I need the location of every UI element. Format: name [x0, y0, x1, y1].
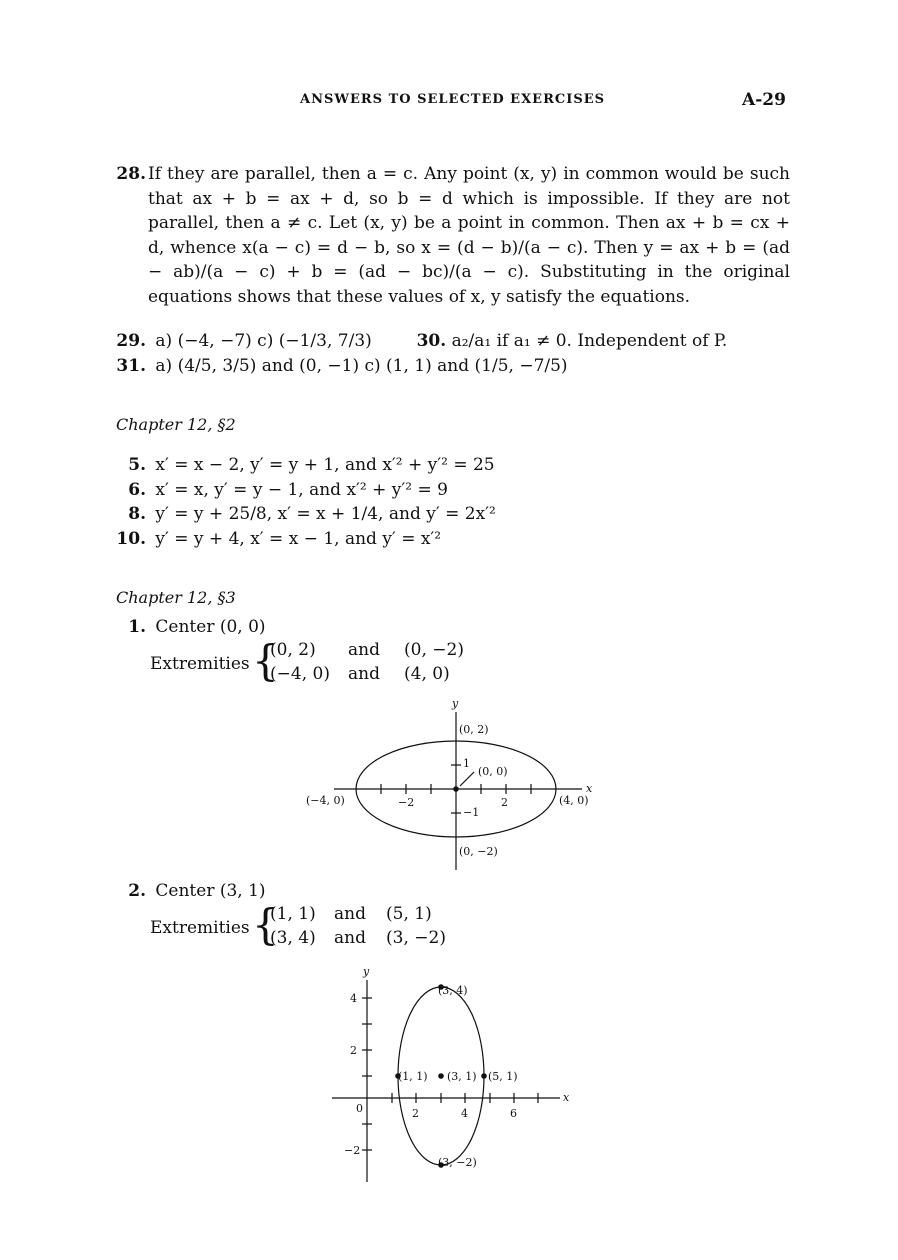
brace-glyph: { — [252, 900, 279, 949]
extremity-and: and — [348, 640, 380, 660]
right-point — [481, 1073, 487, 1079]
extremity-point: (0, −2) — [404, 640, 464, 660]
extremity-point: (3, 4) — [270, 928, 316, 948]
bottom-label: (0, −2) — [459, 845, 498, 858]
x-axis-label: x — [563, 1091, 570, 1104]
center-label: (3, 1) — [447, 1070, 477, 1083]
extremity-row — [270, 904, 530, 928]
right-label: (4, 0) — [559, 794, 589, 807]
center-label: (0, 0) — [478, 765, 508, 778]
right-label: (5, 1) — [488, 1070, 518, 1083]
tick-label: 0 — [356, 1102, 363, 1115]
tick-label: 1 — [463, 757, 470, 770]
exercise-text: y′ = y + 25/8, x′ = x + 1/4, and y′ = 2x′² — [155, 504, 496, 524]
center-text: Center (0, 0) — [155, 617, 266, 637]
exercise-number: 1. — [128, 617, 146, 637]
extremities-label: Extremities — [150, 654, 250, 674]
tick-label: −2 — [344, 1144, 361, 1157]
header-title: ANSWERS TO SELECTED EXERCISES — [300, 92, 606, 107]
center-text: Center (3, 1) — [155, 881, 266, 901]
ellipse-graph-2 — [320, 960, 580, 1190]
exercise-text: a) (4/5, 3/5) and (0, −1) c) (1, 1) and (1/5, −7/5) — [155, 356, 568, 376]
extremity-point: (0, 2) — [270, 640, 316, 660]
left-label: (−4, 0) — [306, 794, 345, 807]
exercise-number: 31. — [116, 356, 146, 376]
x-axis-label: x — [586, 782, 593, 795]
exercise-2-center — [110, 881, 266, 901]
y-axis-label: y — [452, 697, 459, 710]
section-heading: Chapter 12, §2 — [116, 415, 236, 434]
tick-label: −2 — [398, 796, 415, 809]
exercise-31 — [110, 356, 568, 376]
exercise-6 — [110, 480, 448, 500]
exercise-text: If they are parallel, then a = c. Any point (x, y) in common would be such that ax + b = ax + d, so b = d which is impossible. If they are not parallel, then a ≠ c. Let (x, y) be a point in common. Then ax + b = cx + d, whence x(a − c) = d − b, so x = (d − b)/(a − c). Then y = ax + b = (ad − ab)/(a − c) + b = (ad − bc)/(a − c). Substituting in the original equations shows that these values of x, y satisfy the equations. — [148, 164, 790, 307]
exercise-text: x′ = x, y′ = y − 1, and x′² + y′² = 9 — [155, 480, 448, 500]
left-label: (1, 1) — [398, 1070, 428, 1083]
extremity-row — [270, 928, 530, 952]
ellipse-graph-1 — [290, 690, 610, 880]
tick-label: 6 — [510, 1107, 517, 1120]
extremity-row — [270, 664, 530, 688]
top-label: (3, 4) — [438, 984, 468, 997]
center-point — [438, 1073, 444, 1079]
tick-label: 2 — [350, 1044, 357, 1057]
exercise-8 — [110, 504, 496, 524]
running-header — [0, 92, 898, 114]
page-number: A-29 — [742, 90, 786, 110]
y-axis-label: y — [363, 965, 370, 978]
extremity-row — [270, 640, 530, 664]
brace-glyph: { — [252, 636, 279, 685]
center-pointer — [460, 772, 474, 786]
exercise-text: x′ = x − 2, y′ = y + 1, and x′² + y′² = 25 — [155, 455, 495, 475]
extremity-point: (1, 1) — [270, 904, 316, 924]
exercise-text: a) (−4, −7) c) (−1/3, 7/3) — [155, 331, 372, 351]
tick-label: 2 — [412, 1107, 419, 1120]
extremities-label: Extremities — [150, 918, 250, 938]
exercise-10 — [110, 529, 441, 549]
exercise-number: 30. — [416, 331, 447, 351]
exercise-number: 2. — [128, 881, 146, 901]
top-label: (0, 2) — [459, 723, 489, 736]
exercise-number: 10. — [116, 529, 146, 549]
exercise-number: 5. — [128, 455, 146, 475]
extremity-point: (4, 0) — [404, 664, 450, 684]
exercise-29-30 — [110, 331, 727, 351]
tick-label: 4 — [461, 1107, 468, 1120]
tick-label: 4 — [350, 992, 357, 1005]
center-point — [453, 786, 459, 792]
extremity-and: and — [348, 664, 380, 684]
extremity-and: and — [334, 904, 366, 924]
tick-label: −1 — [463, 806, 480, 819]
section-heading: Chapter 12, §3 — [116, 588, 236, 607]
tick-label: 2 — [501, 796, 508, 809]
extremity-point: (3, −2) — [386, 928, 446, 948]
exercise-number: 28. — [116, 164, 146, 184]
extremity-and: and — [334, 928, 366, 948]
exercise-5 — [110, 455, 495, 475]
exercise-text: a₂/a₁ if a₁ ≠ 0. Independent of P. — [451, 331, 728, 351]
extremity-point: (5, 1) — [386, 904, 432, 924]
exercise-text: y′ = y + 4, x′ = x − 1, and y′ = x′² — [155, 529, 442, 549]
exercise-1-center — [110, 617, 266, 637]
exercise-number: 8. — [128, 504, 146, 524]
bottom-label: (3, −2) — [438, 1156, 477, 1169]
exercise-28 — [110, 162, 790, 309]
exercise-number: 29. — [116, 331, 146, 351]
extremity-point: (−4, 0) — [270, 664, 330, 684]
exercise-number: 6. — [128, 480, 146, 500]
